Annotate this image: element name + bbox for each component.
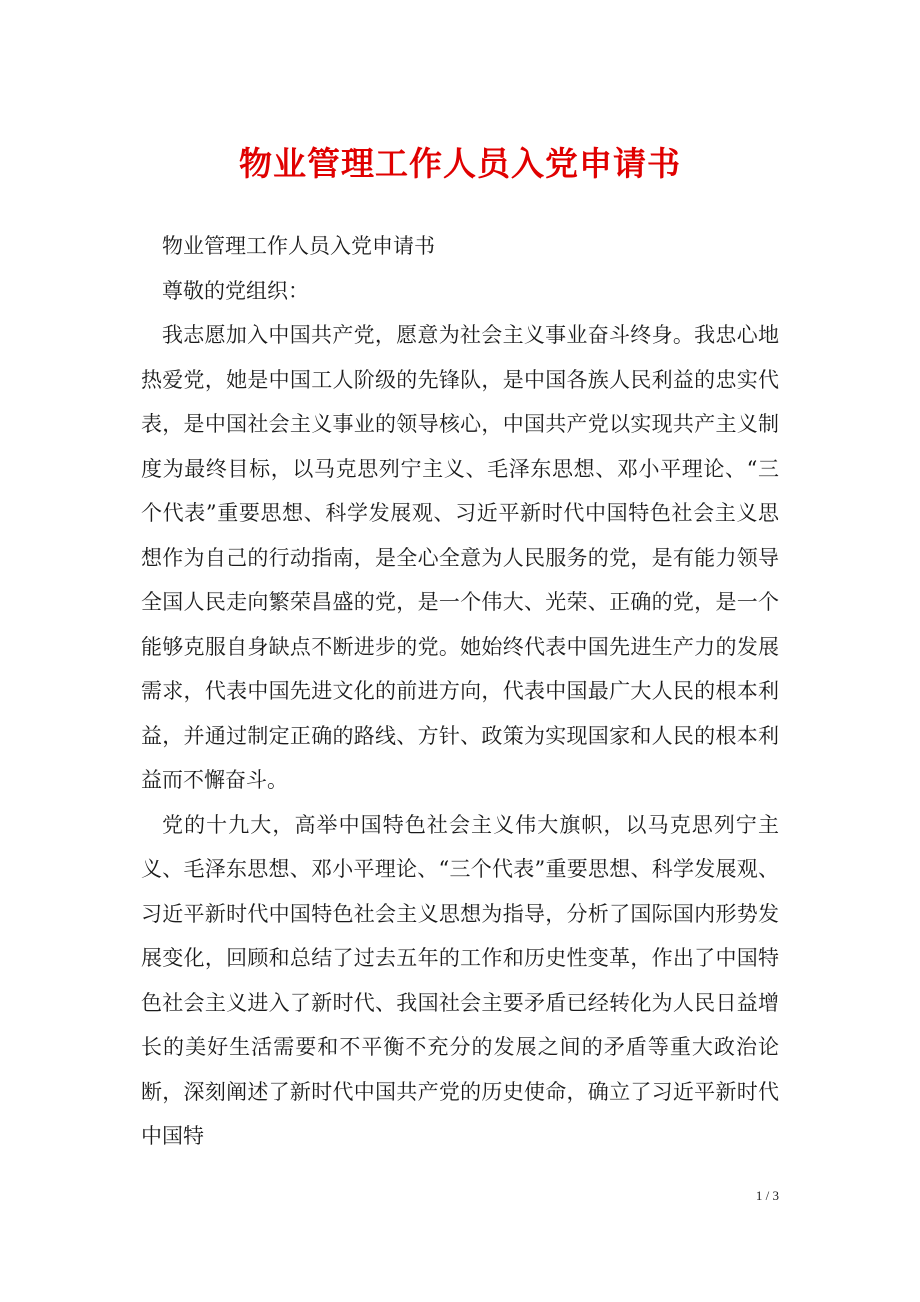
page-number: 1 / 3 [755, 1188, 779, 1203]
paragraph-subtitle: 物业管理工作人员入党申请书 [162, 234, 435, 258]
paragraph-salutation: 尊敬的党组织： [162, 278, 309, 303]
document-body [141, 224, 779, 1159]
document-title: 物业管理工作人员入党申请书 [239, 144, 681, 183]
paragraph-body-1: 我志愿加入中国共产党，愿意为社会主义事业奋斗终身。我忠心地热爱党，她是中国工人阶级的先锋队，是中国各族人民利益的忠实代表，是中国社会主义事业的领导核心，中国共产党以实现共产主义制度为最终目标，以马克思列宁主义、毛泽东思想、邓小平理论、“三个代表”重要思想、科学发展观、习近平新时代中国特色社会主义思想作为自己的行动指南，是全心全意为人民服务的党，是有能力领导全国人民走向繁荣昌盛的党，是一个伟大、光荣、正确的党，是一个能够克服自身缺点不断进步的党。她始终代表中国先进生产力的发展需求，代表中国先进文化的前进方向，代表中国最广大人民的根本利益，并通过制定正确的路线、方针、政策为实现国家和人民的根本利益而不懈奋斗。 [141, 323, 779, 792]
paragraph-body-2: 党的十九大，高举中国特色社会主义伟大旗帜，以马克思列宁主义、毛泽东思想、邓小平理论、“三个代表”重要思想、科学发展观、习近平新时代中国特色社会主义思想为指导，分析了国际国内形势发展变化，回顾和总结了过去五年的工作和历史性变革，作出了中国特色社会主义进入了新时代、我国社会主要矛盾已经转化为人民日益增长的美好生活需要和不平衡不充分的发展之间的矛盾等重大政治论断，深刻阐述了新时代中国共产党的历史使命，确立了习近平新时代中国特 [141, 812, 779, 1148]
